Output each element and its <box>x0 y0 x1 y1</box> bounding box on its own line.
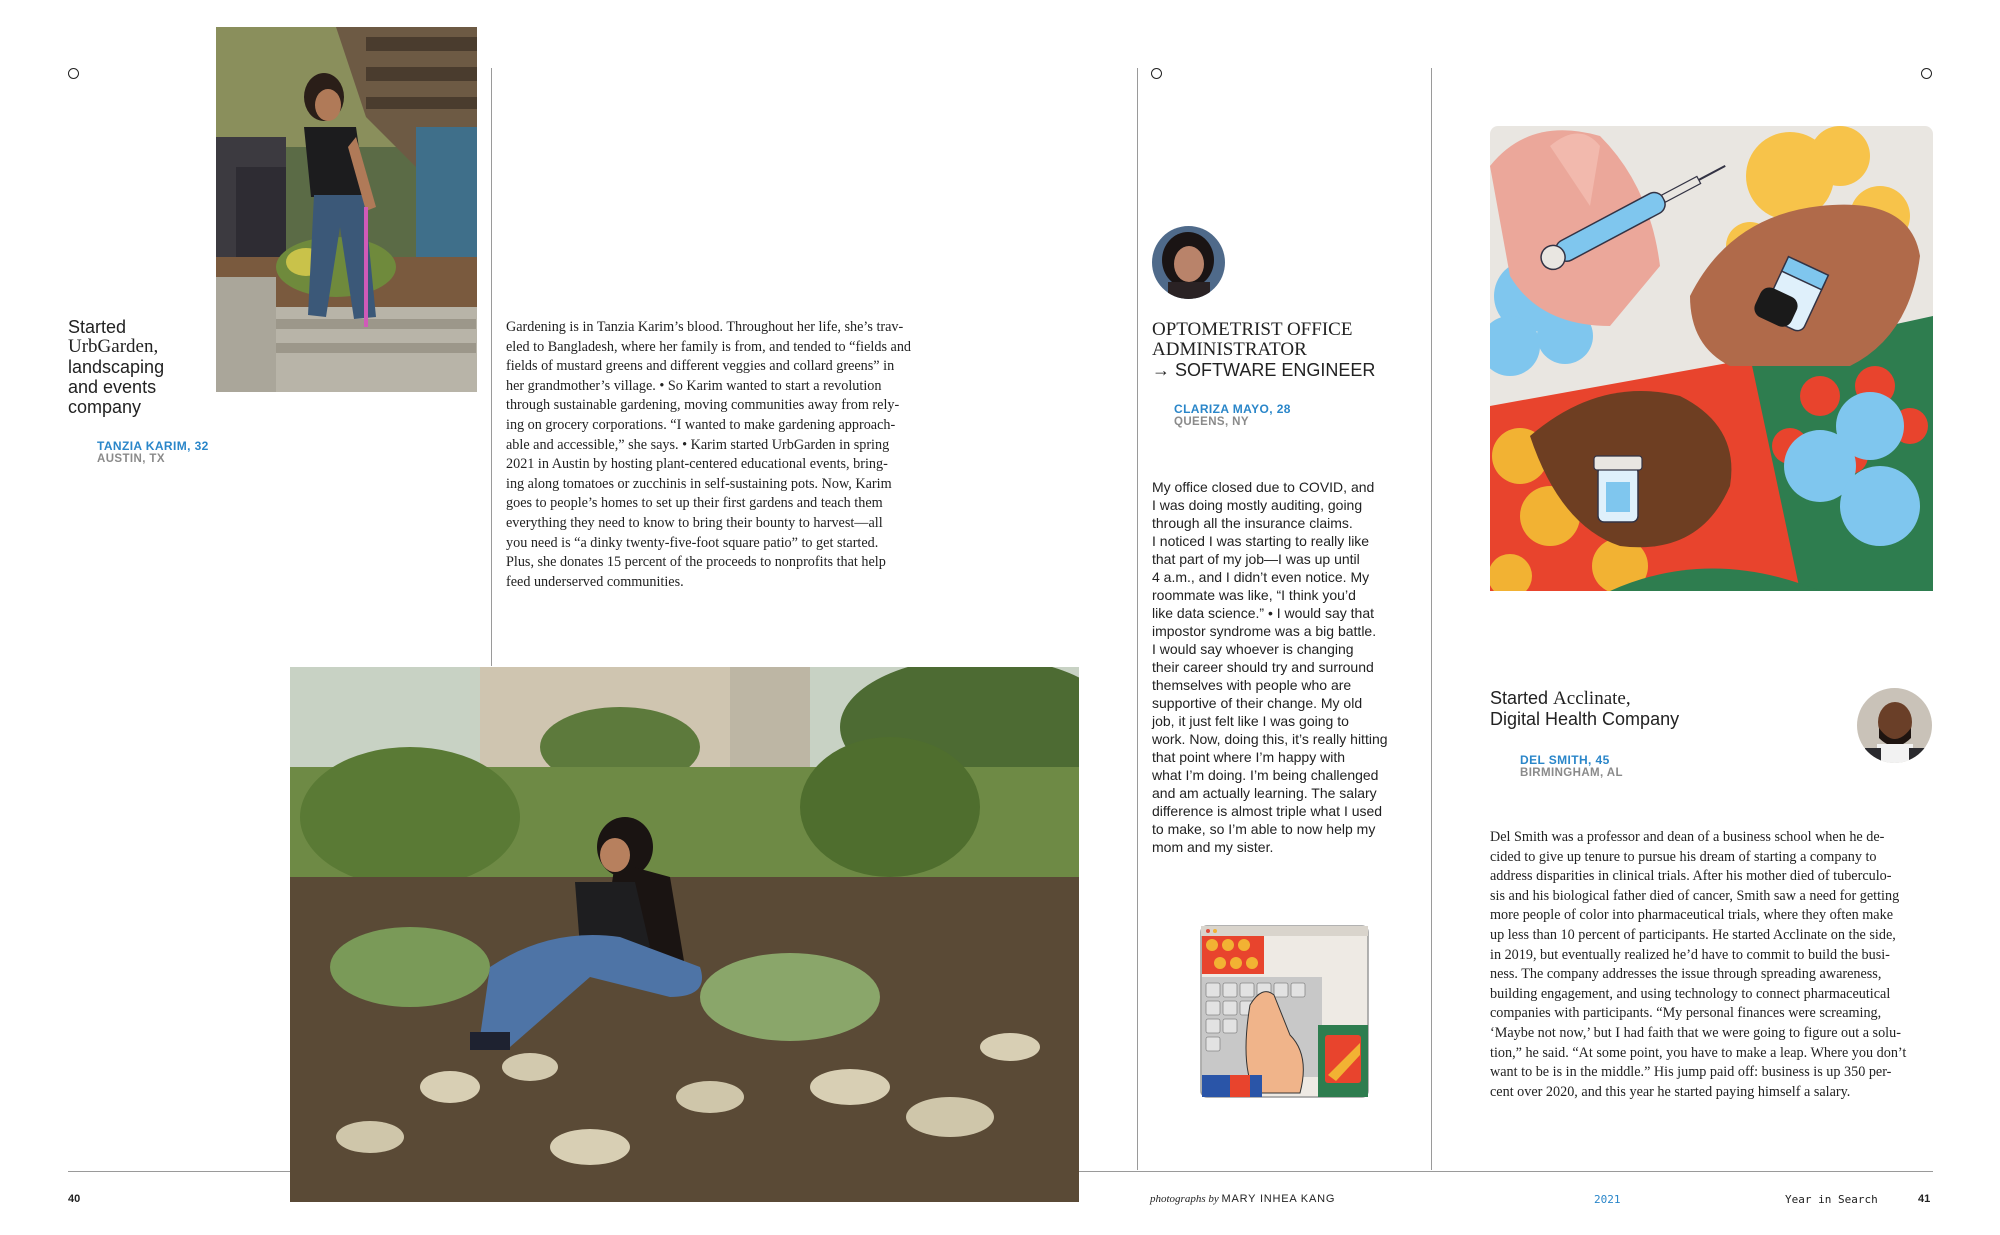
story3-body-line: up less than 10 percent of participants. He started Acclinate on the side, <box>1490 926 1896 943</box>
story1-heading-line5: company <box>68 397 142 417</box>
story1-heading-company: UrbGarden, <box>68 336 159 357</box>
story2-body-line: I would say whoever is changing <box>1152 641 1354 657</box>
story2-body-line: what I’m doing. I’m being challenged <box>1152 767 1379 783</box>
story1-body-line: Gardening is in Tanzia Karim’s blood. Throughout her life, she’s trav- <box>506 319 904 335</box>
story1-heading-line1: Started <box>68 317 127 337</box>
story1-body-line: goes to people’s homes to set up their first gardens and teach them <box>506 495 883 512</box>
story3-body-line: tion,” he said. “At some point, you have to make a leap. Where you don’t <box>1490 1044 1907 1061</box>
story3-byline <box>1520 753 1623 780</box>
story2-body-line: work. Now, doing this, it’s really hitting <box>1152 731 1388 747</box>
story2-body-line: that point where I’m happy with <box>1152 749 1345 765</box>
story2-body-line: My office closed due to COVID, and <box>1152 479 1375 495</box>
photo-tanzia-gardening <box>216 27 477 392</box>
page-number-left: 40 <box>68 1193 81 1205</box>
story1-body-line: fields of mustard greens and different veggies and collard greens” in <box>506 358 895 375</box>
story1-person-location: AUSTIN, TX <box>97 453 165 465</box>
story2-person-name: CLARIZA MAYO, 28 <box>1174 402 1291 416</box>
story3-body-line: more people of color into pharmaceutical trials, where they often make <box>1490 907 1893 924</box>
story3-heading-line1 <box>1490 688 1770 709</box>
story2-body-line: their career should try and surround <box>1152 659 1374 675</box>
story1-body-line: Plus, she donates 15 percent of the proceeds to nonprofits that help <box>506 554 886 571</box>
story3-heading-started: Started <box>1490 688 1554 708</box>
story2-body-line: to make, so I’m able to now help my <box>1152 821 1376 837</box>
right-column-rule <box>1431 68 1432 1170</box>
page-corner-marker-right <box>1921 68 1932 79</box>
story1-person-name: TANZIA KARIM, 32 <box>97 439 209 453</box>
story1-body-line: ing along tomatoes or zucchinis in self-sustaining pots. Now, Karim <box>506 475 892 492</box>
story1-body-line: her grandmother’s village. • So Karim wanted to start a revolution <box>506 377 882 394</box>
story2-body-line: I was doing mostly auditing, going <box>1152 497 1363 513</box>
story1-body-line: eled to Bangladesh, where her family is from, and tended to “fields and <box>506 338 912 355</box>
avatar-del-smith <box>1857 688 1932 763</box>
story3-body-line: cent over 2020, and this year he started paying himself a salary. <box>1490 1083 1851 1100</box>
story2-heading-line3: → SOFTWARE ENGINEER <box>1152 360 1376 380</box>
story1-body-line: through sustainable gardening, moving communities away from rely- <box>506 397 900 414</box>
illustration-clinical-trial-hands <box>1490 126 1933 591</box>
story3-body-line: address disparities in clinical trials. After his mother died of tuberculo- <box>1490 868 1892 885</box>
story2-body-line: and am actually learning. The salary <box>1152 785 1377 801</box>
story2-body-line: themselves with people who are <box>1152 677 1352 693</box>
story1-body <box>506 318 923 592</box>
story2-body-line: mom and my sister. <box>1152 839 1274 855</box>
story3-body-line: building engagement, and using technology to connect pharmaceutical <box>1490 985 1891 1002</box>
story2-heading-line2: ADMINISTRATOR <box>1152 339 1307 360</box>
story3-heading-company: Acclinate, <box>1553 688 1631 709</box>
story2-body-line: supportive of their change. My old <box>1152 695 1363 711</box>
story3-heading-line2: Digital Health Company <box>1490 709 1680 729</box>
story1-body-line: able and accessible,” she says. • Karim started UrbGarden in spring <box>506 436 890 453</box>
footer-section-title: Year in Search <box>1785 1193 1878 1206</box>
illustration-keyboard-typing <box>1200 925 1369 1098</box>
story3-body-line: ness. The company addresses the issue through spreading awareness, <box>1490 966 1882 983</box>
photo-tanzia-sitting-in-garden <box>290 667 1079 1202</box>
story1-body-line: everything they need to know to bring their bounty to harvest—all <box>506 514 883 531</box>
story3-body-line: cided to give up tenure to pursue his dream of starting a company to <box>1490 848 1877 865</box>
story2-body-line: impostor syndrome was a big battle. <box>1152 623 1377 639</box>
story3-person-location: BIRMINGHAM, AL <box>1520 767 1623 779</box>
story2-body-line: that part of my job—I was up until <box>1152 551 1360 567</box>
story3-body <box>1490 828 1933 1102</box>
photo-credit <box>1150 1193 1335 1205</box>
story3-body-line: want to be is in the middle.” His jump paid off: business is up 350 per- <box>1490 1064 1892 1081</box>
story2-person-location: QUEENS, NY <box>1174 416 1249 428</box>
page-corner-marker-left <box>68 68 79 79</box>
story2-heading <box>1152 320 1422 380</box>
story1-body-line: 2021 in Austin by hosting plant-centered educational events, bring- <box>506 456 888 473</box>
footer-year: 2021 <box>1594 1193 1621 1206</box>
story2-byline <box>1174 402 1291 429</box>
story2-body-line: 4 a.m., and I didn’t even notice. My <box>1152 569 1370 585</box>
footer-rule-left <box>68 1171 290 1172</box>
story1-byline <box>97 439 209 466</box>
photo-credit-name: MARY INHEA KANG <box>1221 1193 1336 1205</box>
story3-person-name: DEL SMITH, 45 <box>1520 753 1610 767</box>
story3-body-line: Del Smith was a professor and dean of a business school when he de- <box>1490 829 1885 845</box>
story1-heading-line3: landscaping <box>68 357 165 377</box>
story1-heading <box>68 317 218 417</box>
story3-heading <box>1490 688 1770 730</box>
story2-body-line: I noticed I was starting to really like <box>1152 533 1370 549</box>
gutter-rule <box>1137 68 1138 1170</box>
story3-body-line: ‘Maybe not now,’ but I had faith that we were going to figure out a solu- <box>1490 1024 1901 1041</box>
story2-body-line: through all the insurance claims. <box>1152 515 1353 531</box>
story3-body-line: sis and his biological father died of cancer, Smith saw a need for getting <box>1490 887 1900 904</box>
story3-body-line: companies with participants. “My personal finances were screaming, <box>1490 1005 1882 1022</box>
footer-rule-right <box>1079 1171 1933 1172</box>
page-number-right: 41 <box>1918 1193 1931 1205</box>
story3-body-line: in 2019, but eventually realized he’d have to commit to build the busi- <box>1490 946 1890 963</box>
story1-body-line: you need is “a dinky twenty-five-foot square patio” to get started. <box>506 534 879 551</box>
story2-heading-line1: OPTOMETRIST OFFICE <box>1152 319 1353 340</box>
story1-heading-line4: and events <box>68 377 157 397</box>
avatar-clariza-mayo <box>1152 226 1225 299</box>
page-corner-marker-middle <box>1151 68 1162 79</box>
story2-body-line: like data science.” • I would say that <box>1152 605 1375 621</box>
story1-body-line: feed underserved communities. <box>506 573 684 590</box>
story1-body-line: ing on grocery corporations. “I wanted to make gardening approach- <box>506 416 896 433</box>
story2-body-line: roommate was like, “I think you’d <box>1152 587 1356 603</box>
left-column-rule <box>491 68 492 666</box>
story2-body <box>1152 478 1427 856</box>
story2-body-line: difference is almost triple what I used <box>1152 803 1383 819</box>
story2-body-line: job, it just felt like I was going to <box>1152 713 1349 729</box>
photo-credit-prefix: photographs by <box>1150 1193 1219 1205</box>
